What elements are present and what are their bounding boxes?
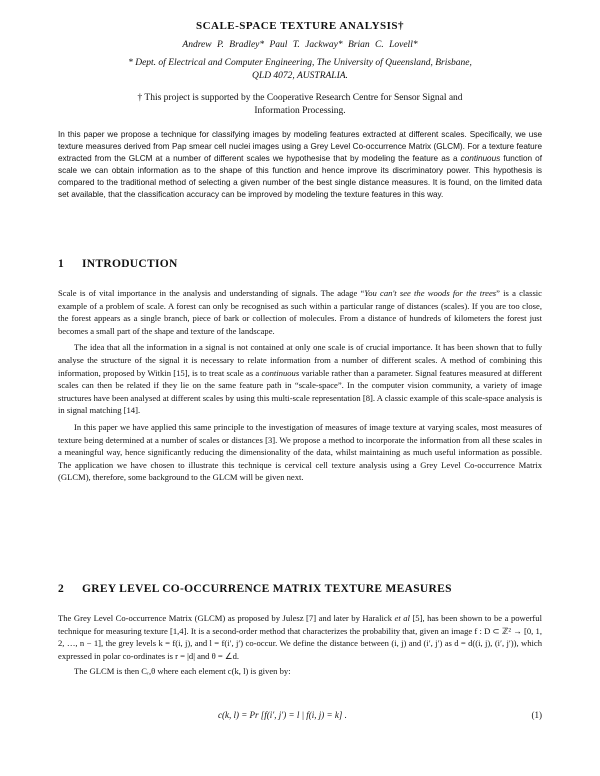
section-number: 2 — [58, 583, 65, 595]
affiliation-line-2: QLD 4072, AUSTRALIA. — [252, 71, 348, 81]
equation-1 — [58, 710, 542, 724]
paragraph — [58, 287, 542, 337]
affiliation-line-1: * Dept. of Electrical and Computer Engineering, The University of Queensland, Brisbane, — [128, 58, 472, 68]
section-title: GREY LEVEL CO-OCCURRENCE MATRIX TEXTURE MEASURES — [82, 583, 452, 595]
et-al: et al — [394, 613, 410, 623]
paragraph-text: variable rather than a parameter. Signal features measured at different scales can then be related if they lie on the same feature path in “scale-space”. In the computer vision community, a variety of image structures have been analysed at different scales by using this multi-scale representation [8]. A classic example of this scale-space analysis is in signal matching [14]. — [58, 367, 542, 416]
glcm-body — [58, 612, 542, 678]
paragraph: The GLCM is then Cᵣ,θ where each element c(k, l) is given by: — [74, 666, 291, 677]
equation-body: c(k, l) = Pr [f(i′, j′) = l | f(i, j) = k] . — [218, 710, 347, 720]
funding-note-line-2: Information Processing. — [254, 106, 346, 116]
abstract — [58, 129, 542, 202]
paragraph-text: Scale is of vital importance in the analysis and understanding of signals. The adage “ — [58, 288, 365, 298]
paragraph-text: The Grey Level Co-occurrence Matrix (GLCM) as proposed by Julesz [7] and later by Haralick — [58, 613, 395, 623]
quote-emphasis: You can't see the woods for the trees — [364, 288, 497, 298]
affiliation — [72, 57, 528, 83]
funding-note — [90, 92, 510, 118]
author-list: Andrew P. Bradley* Paul T. Jackway* Brian C. Lovell* — [182, 40, 418, 50]
introduction-body — [58, 287, 542, 484]
paragraph-text: The idea that all the information in a signal is not contained at only one scale is of crucial importance. It has been shown that to fully analyse the structure of the signal it is necessary to relate information from a number of different scales. A method of combining this information, proposed by Witkin [15], is to treat scale as a — [58, 342, 542, 378]
funding-note-line-1: † This project is supported by the Cooperative Research Centre for Sensor Signal and — [137, 93, 463, 103]
abstract-text-1: In this paper we propose a technique for classifying images by modeling features extracted at different scales. Specifically, we use texture measures derived from Pap smear cell nuclei images using a Grey Level Co-occurrence Matrix (GLCM). For a texture feature extracted from the GLCM at a number of different scales we hypothesise that by modeling the feature as a — [58, 130, 542, 164]
paragraph: In this paper we have applied this same principle to the investigation of measures of image texture at varying scales, most measures of texture being determined at a number of scales or distances [3]. We propose a method to incorporate the information from all these scales in a meaningful way, hence significantly reducing the dimensionality of the data, whilst maintaining as much useful information as possible. The application we have chosen to illustrate this technique is cervical cell texture analysis using a Grey Level Co-occurrence Matrix (GLCM), therefore, some background to the GLCM will be given next. — [58, 421, 542, 483]
paragraph-text: [5], has been shown to be a powerful technique for measuring texture [1,4]. It is a second-order method that characterizes the probability that, given an image f : D ⊂ ℤ² → [0, 1, 2, …, n − 1], the grey levels k = f(i, j), and l = f(i′, j′) co-occur. We define the distance between (i, j) and (i′, j′) as d = d((i, j), (i′, j′)), which expressed in polar co-ordinates is r = |d| and θ = ∠d. — [58, 613, 542, 661]
abstract-text-2: function of scale we can obtain information as to the shape of this function and hence improve its discriminatory power. This hypothesis is compared to the traditional method of selecting a given number of the best single distance measures. It is found, on the limited data set available, that the classification accuracy can be improved by modeling the texture features in this way. — [58, 154, 542, 200]
section-heading-introduction — [58, 258, 178, 270]
abstract-emphasis: continuous — [460, 154, 501, 164]
section-heading-glcm — [58, 583, 452, 595]
section-number: 1 — [58, 258, 65, 270]
equation-number: (1) — [531, 710, 542, 720]
paragraph — [58, 612, 542, 662]
paragraph — [58, 341, 542, 417]
section-title: INTRODUCTION — [82, 258, 178, 270]
emphasis: continuous — [261, 367, 300, 378]
paragraph-text: ” is a classic example of a problem of scale. A forest can only be recognised as such within a particular range of distances (scales). If you are too close, the forest appears as a single branch, piece of bark or collection of molecules. From a distance of hundreds of kilometers the forest just becomes a small part of the shape and texture of the landscape. — [58, 288, 542, 336]
paper-title: SCALE-SPACE TEXTURE ANALYSIS† — [195, 20, 405, 32]
